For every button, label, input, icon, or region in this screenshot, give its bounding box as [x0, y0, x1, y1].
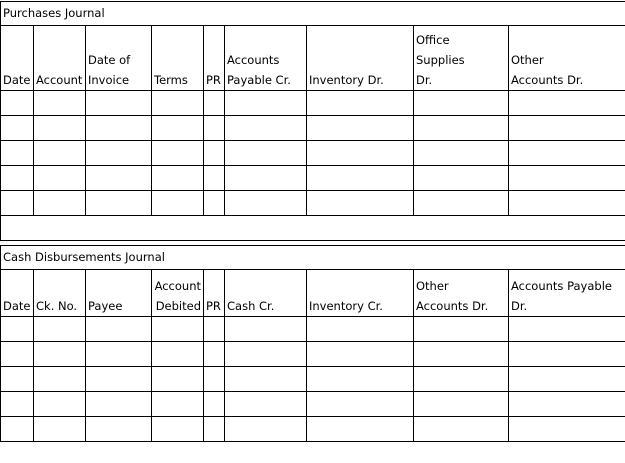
cdj-col-account-debited [152, 270, 204, 317]
cash-disbursements-journal-table [0, 245, 625, 442]
cdj-entry-cell[interactable] [307, 317, 414, 342]
pj-entry-cell[interactable] [509, 166, 625, 191]
cdj-col-accounts-payable-dr-line2: Dr. [511, 299, 528, 313]
cdj-entry-cell[interactable] [1, 392, 34, 417]
pj-entry-row [1, 166, 625, 191]
pj-entry-cell[interactable] [152, 116, 204, 141]
pj-entry-cell[interactable] [1, 191, 34, 216]
pj-entry-cell[interactable] [225, 91, 307, 116]
cdj-col-accounts-payable-dr [509, 270, 625, 317]
pj-entry-cell[interactable] [307, 166, 414, 191]
pj-col-other-accounts-dr [509, 26, 625, 91]
cdj-col-account-debited-line1: Account [154, 279, 201, 293]
pj-entry-cell[interactable] [509, 116, 625, 141]
cdj-entry-row [1, 367, 625, 392]
cdj-entry-cell[interactable] [1, 317, 34, 342]
pj-col-terms [152, 26, 204, 91]
pj-entry-cell[interactable] [307, 91, 414, 116]
cdj-col-pr-line1: PR [206, 299, 221, 313]
cdj-entry-cell[interactable] [152, 317, 204, 342]
cdj-entry-cell[interactable] [152, 367, 204, 392]
cdj-entry-row [1, 392, 625, 417]
pj-entry-cell[interactable] [34, 141, 86, 166]
pj-entry-cell[interactable] [225, 141, 307, 166]
cdj-entry-cell[interactable] [225, 392, 307, 417]
pj-col-office-supplies-dr-line3: Dr. [416, 73, 433, 87]
cdj-col-payee [86, 270, 152, 317]
pj-col-accounts-payable-cr-line1: Accounts [227, 53, 280, 67]
pj-entry-cell[interactable] [1, 116, 34, 141]
pj-entry-cell[interactable] [86, 166, 152, 191]
pj-entry-cell[interactable] [1, 141, 34, 166]
pj-entry-cell[interactable] [307, 116, 414, 141]
pj-entry-cell[interactable] [225, 166, 307, 191]
cdj-entry-cell[interactable] [152, 392, 204, 417]
pj-entry-cell[interactable] [204, 91, 225, 116]
pj-col-accounts-payable-cr-line2: Payable Cr. [227, 73, 291, 87]
pj-entry-cell[interactable] [34, 91, 86, 116]
pj-col-office-supplies-dr-line2: Supplies [416, 53, 465, 67]
cdj-entry-cell[interactable] [1, 342, 34, 367]
pj-col-office-supplies-dr [414, 26, 509, 91]
cdj-entry-cell[interactable] [414, 392, 509, 417]
cdj-entry-cell[interactable] [509, 342, 625, 367]
pj-col-terms-line1: Terms [154, 73, 188, 87]
cash-disbursements-journal-title: Cash Disbursements Journal [1, 246, 625, 270]
pj-col-inventory-dr-line1: Inventory Dr. [309, 73, 384, 87]
pj-entry-cell[interactable] [225, 191, 307, 216]
cdj-col-pr [204, 270, 225, 317]
cdj-col-payee-line1: Payee [88, 299, 123, 313]
cdj-entry-cell[interactable] [204, 317, 225, 342]
cdj-entry-cell[interactable] [86, 392, 152, 417]
cdj-col-date [1, 270, 34, 317]
pj-entry-cell[interactable] [414, 166, 509, 191]
journal-separator-cell [1, 216, 625, 241]
cdj-entry-cell[interactable] [34, 367, 86, 392]
cdj-entry-cell[interactable] [225, 342, 307, 367]
pj-entry-cell[interactable] [86, 91, 152, 116]
pj-entry-cell[interactable] [152, 141, 204, 166]
pj-entry-cell[interactable] [204, 166, 225, 191]
cdj-entry-cell[interactable] [152, 417, 204, 442]
cdj-col-other-accounts-dr-line1: Other [416, 279, 449, 293]
cdj-entry-cell[interactable] [34, 417, 86, 442]
cdj-entry-cell[interactable] [1, 367, 34, 392]
cdj-entry-cell[interactable] [86, 317, 152, 342]
cdj-entry-cell[interactable] [225, 317, 307, 342]
journal-separator-row [1, 216, 625, 241]
cdj-col-ck-no [34, 270, 86, 317]
pj-col-date [1, 26, 34, 91]
pj-entry-cell[interactable] [204, 191, 225, 216]
pj-col-date-of-invoice [86, 26, 152, 91]
pj-col-account [34, 26, 86, 91]
pj-col-date-of-invoice-line1: Date of [88, 53, 131, 67]
pj-col-other-accounts-dr-line1: Other [511, 53, 544, 67]
pj-col-other-accounts-dr-line2: Accounts Dr. [511, 73, 584, 87]
cdj-entry-cell[interactable] [509, 417, 625, 442]
cdj-col-cash-cr [225, 270, 307, 317]
cdj-entry-cell[interactable] [414, 342, 509, 367]
cdj-entry-cell[interactable] [225, 417, 307, 442]
pj-entry-cell[interactable] [414, 191, 509, 216]
pj-entry-cell[interactable] [414, 91, 509, 116]
cdj-entry-row [1, 342, 625, 367]
pj-col-date-of-invoice-line2: Invoice [88, 73, 130, 87]
pj-entry-cell[interactable] [86, 141, 152, 166]
pj-col-date-line1: Date [3, 73, 31, 87]
pj-entry-cell[interactable] [225, 116, 307, 141]
cdj-entry-cell[interactable] [204, 342, 225, 367]
cdj-entry-cell[interactable] [307, 367, 414, 392]
pj-col-pr-line1: PR [206, 73, 221, 87]
cdj-entry-cell[interactable] [509, 317, 625, 342]
purchases-journal-title: Purchases Journal [1, 2, 625, 26]
cdj-col-ck-no-line1: Ck. No. [36, 299, 78, 313]
cdj-entry-cell[interactable] [509, 367, 625, 392]
cdj-entry-cell[interactable] [34, 342, 86, 367]
pj-entry-row [1, 91, 625, 116]
pj-entry-cell[interactable] [307, 191, 414, 216]
pj-col-accounts-payable-cr [225, 26, 307, 91]
cdj-entry-cell[interactable] [34, 317, 86, 342]
cdj-entry-cell[interactable] [204, 367, 225, 392]
cdj-col-cash-cr-line1: Cash Cr. [227, 299, 275, 313]
cdj-entry-cell[interactable] [414, 317, 509, 342]
pj-entry-cell[interactable] [34, 166, 86, 191]
cdj-col-other-accounts-dr-line2: Accounts Dr. [416, 299, 489, 313]
cdj-entry-cell[interactable] [307, 392, 414, 417]
pj-entry-cell[interactable] [414, 116, 509, 141]
cdj-entry-cell[interactable] [307, 417, 414, 442]
cdj-entry-cell[interactable] [414, 417, 509, 442]
pj-col-pr [204, 26, 225, 91]
purchases-journal-table [0, 1, 625, 241]
cdj-col-inventory-cr-line1: Inventory Cr. [309, 299, 383, 313]
pj-col-inventory-dr [307, 26, 414, 91]
pj-col-office-supplies-dr-line1: Office [416, 33, 450, 47]
pj-entry-cell[interactable] [509, 91, 625, 116]
pj-entry-cell[interactable] [509, 141, 625, 166]
pj-entry-cell[interactable] [509, 191, 625, 216]
pj-entry-row [1, 191, 625, 216]
cdj-entry-cell[interactable] [86, 417, 152, 442]
pj-entry-row [1, 116, 625, 141]
cdj-entry-cell[interactable] [86, 342, 152, 367]
pj-entry-cell[interactable] [152, 166, 204, 191]
cdj-entry-cell[interactable] [34, 392, 86, 417]
cdj-col-account-debited-line2: Debited [155, 299, 201, 313]
cdj-col-date-line1: Date [3, 299, 31, 313]
cdj-entry-cell[interactable] [152, 342, 204, 367]
cdj-entry-row [1, 417, 625, 442]
pj-entry-cell[interactable] [1, 166, 34, 191]
pj-entry-cell[interactable] [152, 191, 204, 216]
cdj-col-accounts-payable-dr-line1: Accounts Payable [511, 279, 612, 293]
pj-entry-cell[interactable] [307, 141, 414, 166]
pj-entry-cell[interactable] [204, 116, 225, 141]
cdj-entry-cell[interactable] [204, 417, 225, 442]
cdj-entry-cell[interactable] [509, 392, 625, 417]
cdj-entry-row [1, 317, 625, 342]
pj-entry-cell[interactable] [34, 191, 86, 216]
cdj-entry-cell[interactable] [204, 392, 225, 417]
cdj-col-other-accounts-dr [414, 270, 509, 317]
pj-entry-cell[interactable] [86, 191, 152, 216]
pj-entry-cell[interactable] [414, 141, 509, 166]
cdj-entry-cell[interactable] [1, 417, 34, 442]
pj-entry-cell[interactable] [86, 116, 152, 141]
cdj-entry-cell[interactable] [86, 367, 152, 392]
cdj-col-inventory-cr [307, 270, 414, 317]
cdj-entry-cell[interactable] [307, 342, 414, 367]
cdj-entry-cell[interactable] [225, 367, 307, 392]
pj-entry-cell[interactable] [204, 141, 225, 166]
pj-entry-cell[interactable] [34, 116, 86, 141]
pj-entry-cell[interactable] [152, 91, 204, 116]
cdj-entry-cell[interactable] [414, 367, 509, 392]
pj-entry-cell[interactable] [1, 91, 34, 116]
pj-col-account-line1: Account [36, 73, 83, 87]
pj-entry-row [1, 141, 625, 166]
